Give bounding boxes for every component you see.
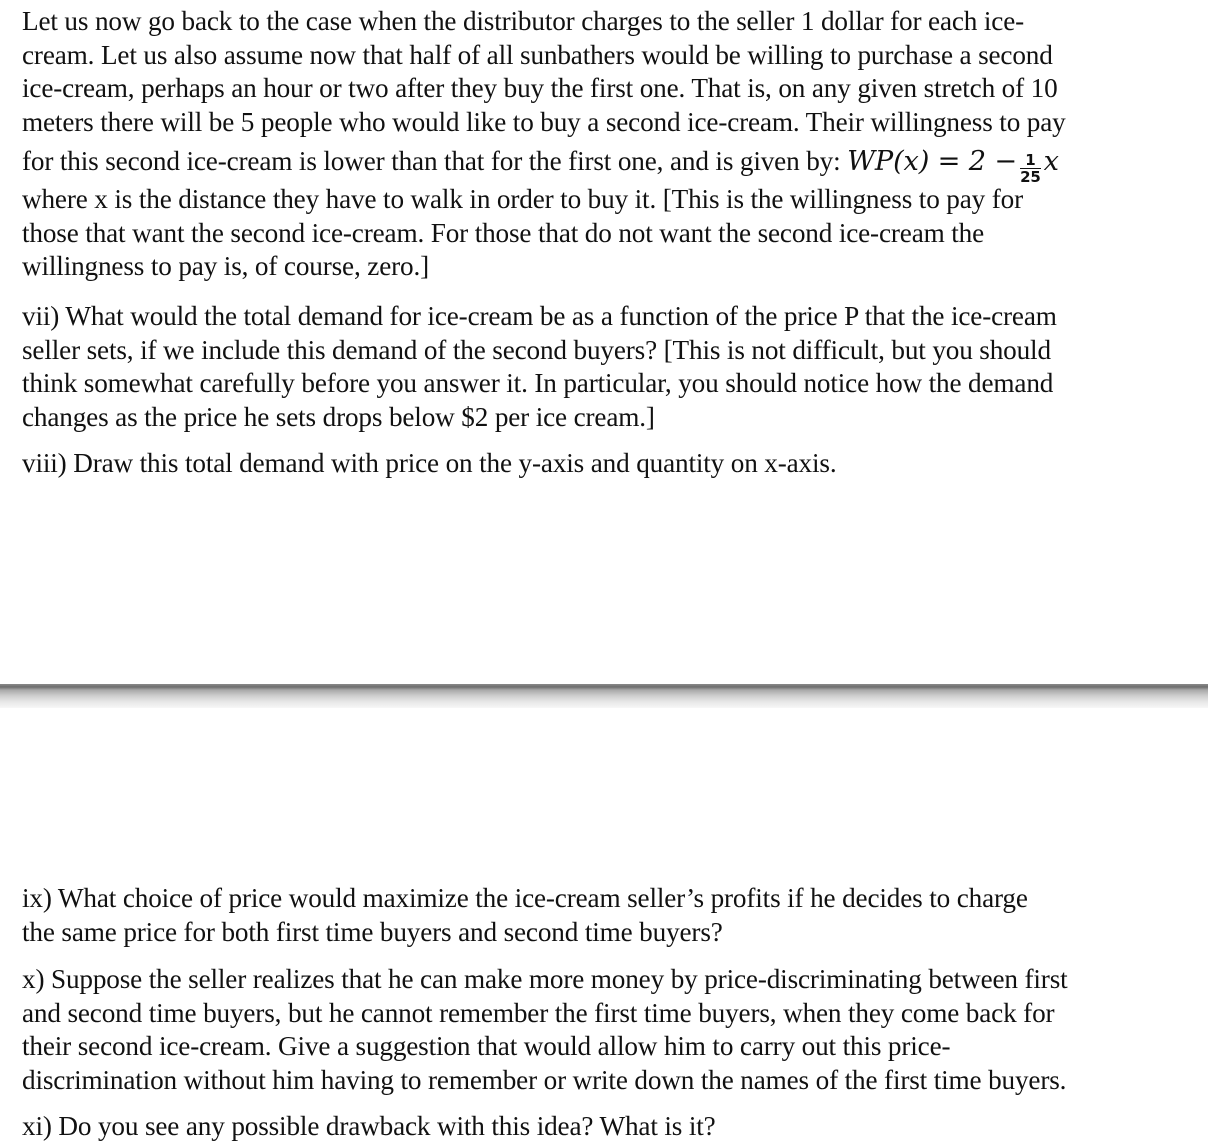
page-divider bbox=[0, 684, 1208, 708]
text-line: ice-cream, perhaps an hour or two after they buy the first one. That is, on any given stretch of 10 bbox=[22, 73, 1058, 103]
question-x bbox=[22, 963, 1192, 1097]
text-line: x) Suppose the seller realizes that he can make more money by price-discriminating between first bbox=[22, 964, 1068, 994]
question-ix bbox=[22, 882, 1192, 949]
text-line: think somewhat carefully before you answer it. In particular, you should notice how the demand bbox=[22, 368, 1054, 398]
formula-fraction bbox=[1020, 152, 1041, 185]
text-line: and second time buyers, but he cannot remember the first time buyers, when they come back for bbox=[22, 997, 1055, 1028]
question-xi bbox=[22, 1110, 1192, 1144]
formula-line bbox=[22, 141, 1192, 186]
question-vii bbox=[22, 300, 1192, 434]
text-line: meters there will be 5 people who would like to buy a second ice-cream. Their willingness to pay bbox=[22, 106, 1066, 137]
fraction-denominator: 25 bbox=[1020, 168, 1041, 186]
text-line: willingness to pay is, of course, zero.] bbox=[22, 251, 430, 281]
formula-variable: x bbox=[1043, 146, 1059, 177]
formula-line-prefix: for this second ice-cream is lower than that for the first one, and is given by: bbox=[22, 146, 848, 176]
text-line: discrimination without him having to remember or write down the names of the first time buyers. bbox=[22, 1064, 1067, 1095]
text-line: cream. Let us also assume now that half of all sunbathers would be willing to purchase a second bbox=[22, 39, 1053, 70]
fraction-numerator: 1 bbox=[1020, 152, 1041, 169]
text-line: vii) What would the total demand for ice-cream be as a function of the price P that the ice-cream bbox=[22, 301, 1057, 331]
text-line: ix) What choice of price would maximize the ice-cream seller’s profits if he decides to charge bbox=[22, 883, 1028, 913]
text-line: changes as the price he sets drops below $2 per ice cream.] bbox=[22, 401, 655, 432]
text-line: where x is the distance they have to walk in order to buy it. [This is the willingness to pay for bbox=[22, 184, 1023, 214]
text-line: xi) Do you see any possible drawback with this idea? What is it? bbox=[22, 1111, 716, 1141]
text-line: their second ice-cream. Give a suggestion that would allow him to carry out this price- bbox=[22, 1031, 951, 1061]
question-viii bbox=[22, 447, 1192, 481]
text-line: those that want the second ice-cream. For those that do not want the second ice-cream the bbox=[22, 217, 985, 248]
text-line: Let us now go back to the case when the distributor charges to the seller 1 dollar for each ice- bbox=[22, 6, 1025, 36]
text-line: seller sets, if we include this demand of the second buyers? [This is not difficult, but you should bbox=[22, 334, 1051, 365]
intro-paragraph bbox=[22, 5, 1192, 284]
text-line: viii) Draw this total demand with price on the y-axis and quantity on x-axis. bbox=[22, 448, 837, 478]
formula-lhs: WP(x) = 2 − bbox=[847, 146, 1018, 177]
text-line: the same price for both first time buyers and second time buyers? bbox=[22, 916, 723, 947]
